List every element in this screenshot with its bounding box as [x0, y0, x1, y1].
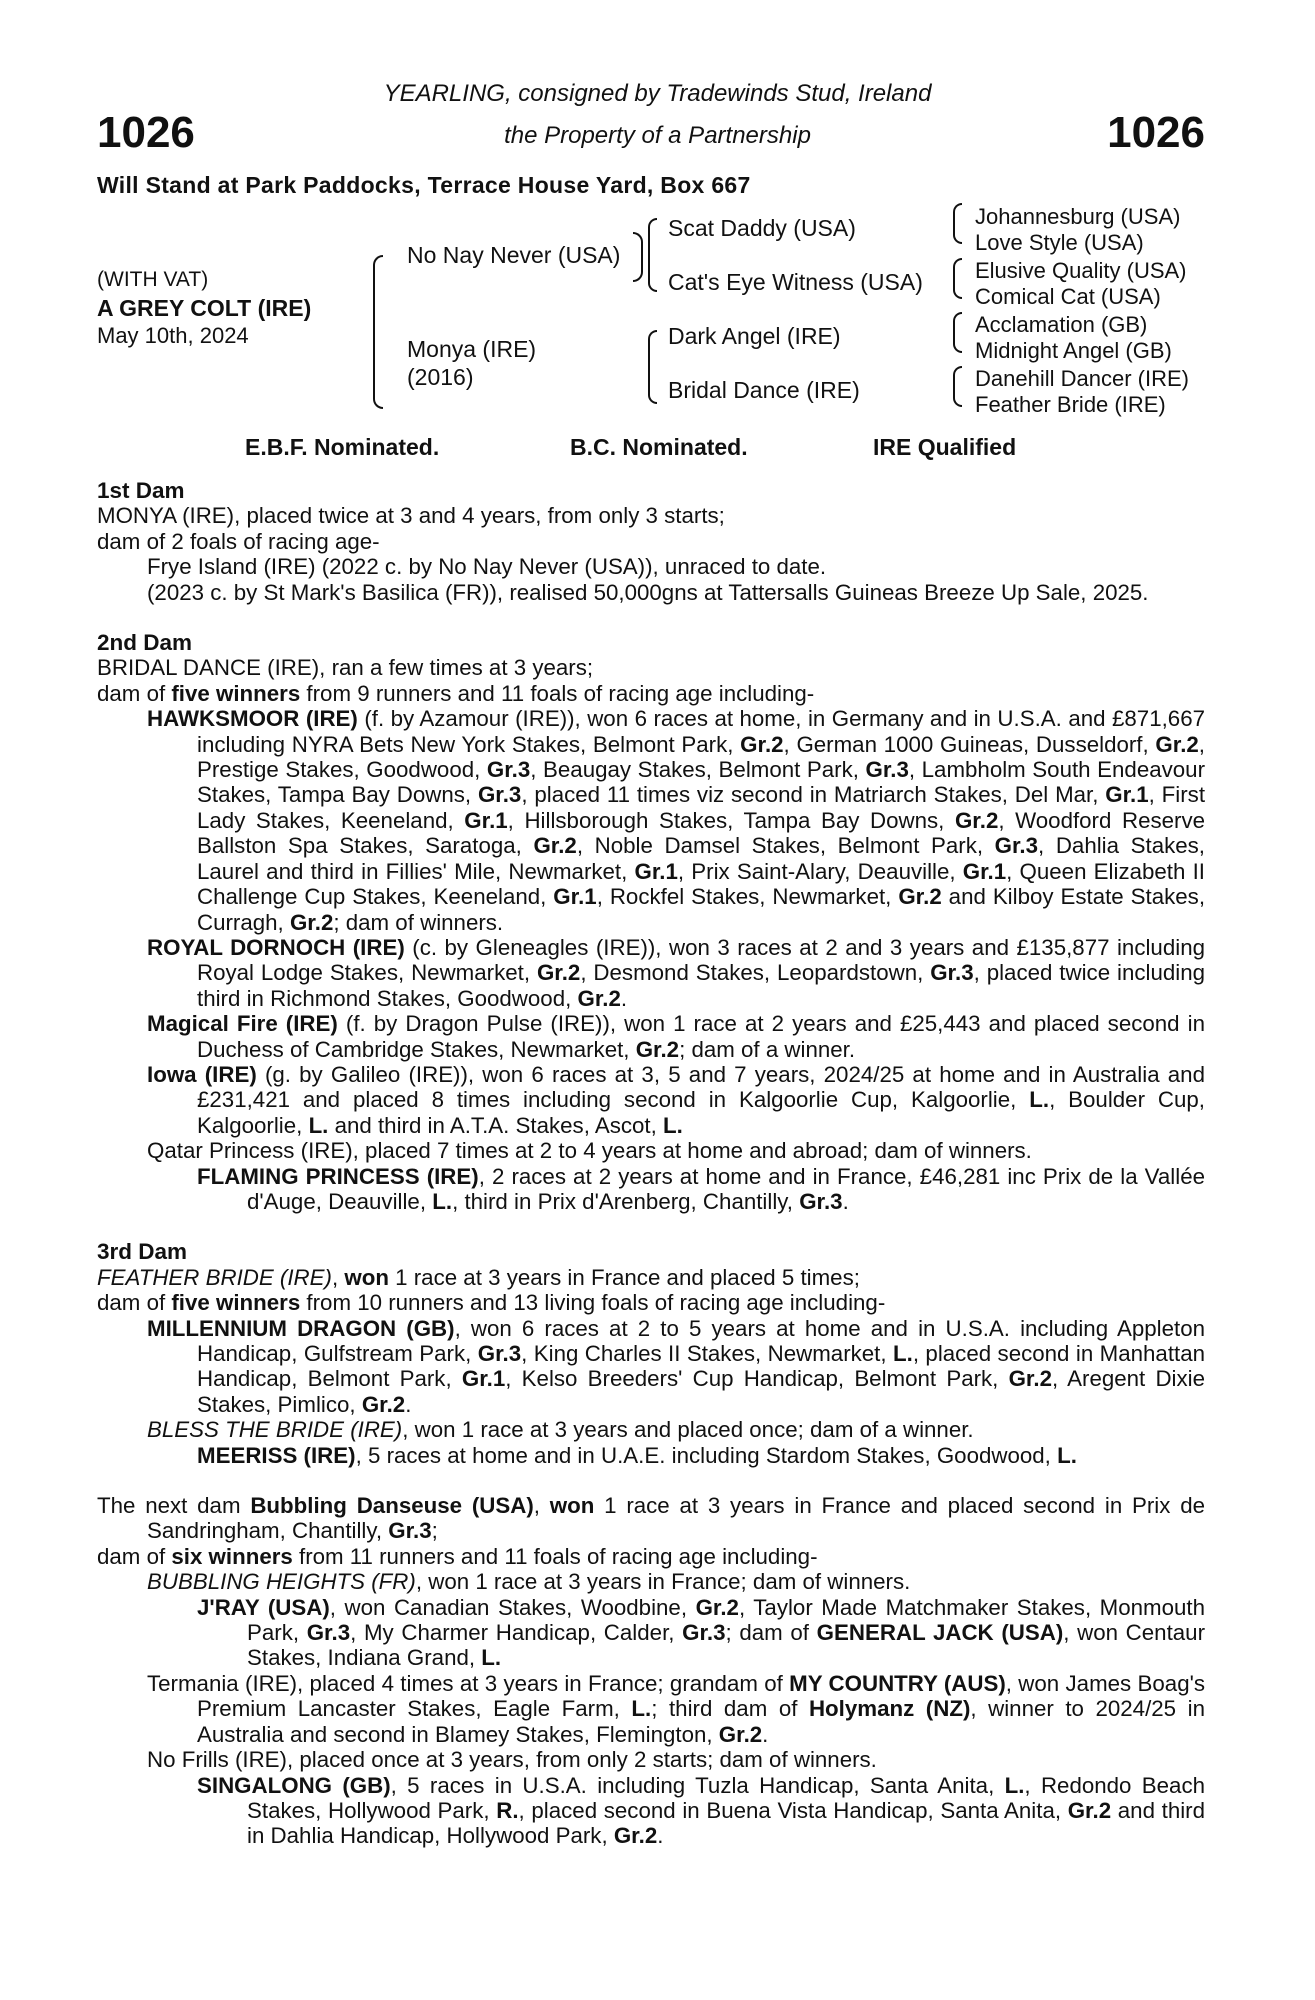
first-dam-produce-line: dam of 2 foals of racing age- — [97, 528, 380, 554]
third-dam-section — [97, 1239, 1205, 1468]
pedigree-dam-year: (2016) — [407, 364, 474, 390]
lot-number-left: 1026 — [97, 108, 195, 157]
pedigree-g3-3: Elusive Quality (USA) — [975, 258, 1187, 283]
next-dam-produce-line: dam of six winners from 11 runners and 11 foals of racing age including- — [97, 1543, 818, 1569]
pedigree-brace-sire-right — [633, 232, 643, 282]
pedigree-brace-gen2-top — [648, 218, 657, 292]
pedigree-brace-gen3-2 — [953, 258, 962, 299]
pedigree-brace-gen1 — [373, 255, 383, 409]
produce-item-qatar-princess: Qatar Princess (IRE), placed 7 times at 2 to 4 years at home and abroad; dam of winners. — [147, 1138, 1032, 1164]
pedigree-g3-8: Feather Bride (IRE) — [975, 392, 1166, 417]
pedigree-notes — [97, 478, 1205, 1849]
produce-item-flaming-princess: FLAMING PRINCESS (IRE), 2 races at 2 years at home and in France, £46,281 inc Prix de la Vallée d'Auge, Deauville, L., third in Prix d'Arenberg, Chantilly, Gr.3. — [197, 1163, 1206, 1214]
first-dam-heading: 1st Dam — [97, 478, 185, 503]
pedigree-g3-4: Comical Cat (USA) — [975, 284, 1161, 309]
produce-item-jray: J'RAY (USA), won Canadian Stakes, Woodbine, Gr.2, Taylor Made Matchmaker Stakes, Monmouth Park, Gr.3, My Charmer Handicap, Calder, Gr.3; dam of GENERAL JACK (USA), won Centaur Stakes, Indiana Grand, L. — [197, 1594, 1206, 1671]
pedigree-brace-gen2-bottom — [648, 330, 657, 404]
produce-item-termania: Termania (IRE), placed 4 times at 3 years in France; grandam of MY COUNTRY (AUS), won James Boag's Premium Lancaster Stakes, Eagle Farm, L.; third dam of Holymanz (NZ), winner to 2024/25 in Australia and second in Blamey Stakes, Flemington, Gr.2. — [147, 1670, 1205, 1747]
property-line: the Property of a Partnership — [504, 122, 811, 149]
ebf-nomination: E.B.F. Nominated. — [245, 434, 440, 460]
produce-item-bubbling-heights: BUBBLING HEIGHTS (FR), won 1 race at 3 years in France; dam of winners. — [147, 1569, 911, 1595]
pedigree-g3-1: Johannesburg (USA) — [975, 204, 1181, 229]
pedigree-dam: Monya (IRE) — [407, 336, 537, 362]
third-dam-heading: 3rd Dam — [97, 1239, 188, 1265]
pedigree-sire-dam: Cat's Eye Witness (USA) — [668, 269, 923, 295]
ire-qualified: IRE Qualified — [873, 434, 1017, 460]
pedigree-sire: No Nay Never (USA) — [407, 242, 621, 268]
next-dam-section — [97, 1493, 1205, 1849]
pedigree-dam-sire: Dark Angel (IRE) — [668, 323, 841, 349]
pedigree-brace-gen3-4 — [953, 366, 962, 407]
pedigree-brace-gen3-3 — [953, 312, 962, 353]
produce-item-hawksmoor: HAWKSMOOR (IRE) (f. by Azamour (IRE)), won 6 races at home, in Germany and in U.S.A. and £871,667 including NYRA Bets New York Stakes, Belmont Park, Gr.2, German 1000 Guineas, Dusseldorf, Gr.2, Prestige Stakes, Goodwood, Gr.3, Beaugay Stakes, Belmont Park, Gr.3, Lambholm South Endeavour Stakes, Tampa Bay Downs, Gr.3, placed 11 times viz second in Matriarch Stakes, Del Mar, Gr.1, First Lady Stakes, Keeneland, Gr.1, Hillsborough Stakes, Tampa Bay Downs, Gr.2, Woodford Reserve Ballston Spa Stakes, Saratoga, Gr.2, Noble Damsel Stakes, Belmont Park, Gr.3, Dahlia Stakes, Laurel and third in Fillies' Mile, Newmarket, Gr.1, Prix Saint-Alary, Deauville, Gr.1, Queen Elizabeth II Challenge Cup Stakes, Keeneland, Gr.1, Rockfel Stakes, Newmarket, Gr.2 and Kilboy Estate Stakes, Curragh, Gr.2; dam of winners. — [147, 706, 1206, 935]
next-dam-line: The next dam Bubbling Danseuse (USA), won 1 race at 3 years in France and placed second in Prix de Sandringham, Chantilly, Gr.3; — [97, 1493, 1205, 1544]
bc-nomination: B.C. Nominated. — [570, 434, 748, 460]
foaling-date: May 10th, 2024 — [97, 323, 249, 348]
produce-item-magical-fire: Magical Fire (IRE) (f. by Dragon Pulse (IRE)), won 1 race at 2 years and £25,443 and placed second in Duchess of Cambridge Stakes, Newmarket, Gr.2; dam of a winner. — [147, 1011, 1205, 1062]
pedigree-g3-2: Love Style (USA) — [975, 230, 1144, 255]
stand-location: Will Stand at Park Paddocks, Terrace House Yard, Box 667 — [97, 172, 751, 198]
second-dam-section — [97, 630, 1205, 1214]
pedigree-brace-gen3-1 — [953, 203, 962, 244]
pedigree-sire-sire: Scat Daddy (USA) — [668, 215, 856, 241]
produce-item-singalong: SINGALONG (GB), 5 races in U.S.A. including Tuzla Handicap, Santa Anita, L., Redondo Beach Stakes, Hollywood Park, R., placed second in Buena Vista Handicap, Santa Anita, Gr.2 and third in Dahlia Handicap, Hollywood Park, Gr.2. — [197, 1772, 1205, 1849]
first-dam-section — [97, 478, 1205, 605]
pedigree-g3-6: Midnight Angel (GB) — [975, 338, 1172, 363]
second-dam-heading: 2nd Dam — [97, 630, 193, 656]
produce-item-bless-the-bride: BLESS THE BRIDE (IRE), won 1 race at 3 years and placed once; dam of a winner. — [147, 1417, 974, 1443]
second-dam-line: BRIDAL DANCE (IRE), ran a few times at 3 years; — [97, 655, 594, 681]
vat-note: (WITH VAT) — [97, 268, 209, 291]
produce-item-meeriss: MEERISS (IRE), 5 races at home and in U.A.E. including Stardom Stakes, Goodwood, L. — [197, 1442, 1077, 1468]
first-dam-line: MONYA (IRE), placed twice at 3 and 4 years, from only 3 starts; — [97, 503, 725, 529]
pedigree-g3-7: Danehill Dancer (IRE) — [975, 366, 1189, 391]
produce-item: Frye Island (IRE) (2022 c. by No Nay Never (USA)), unraced to date. — [147, 554, 827, 580]
lot-number-right: 1026 — [1107, 108, 1205, 157]
produce-item-millennium-dragon: MILLENNIUM DRAGON (GB), won 6 races at 2 to 5 years at home and in U.S.A. including Appleton Handicap, Gulfstream Park, Gr.3, King Charles II Stakes, Newmarket, L., placed second in Manhattan Handicap, Belmont Park, Gr.1, Kelso Breeders' Cup Handicap, Belmont Park, Gr.2, Aregent Dixie Stakes, Pimlico, Gr.2. — [147, 1315, 1206, 1417]
produce-item-iowa: Iowa (IRE) (g. by Galileo (IRE)), won 6 races at 3, 5 and 7 years, 2024/25 at home and in Australia and £231,421 and placed 8 times including second in Kalgoorlie Cup, Kalgoorlie, L., Boulder Cup, Kalgoorlie, L. and third in A.T.A. Stakes, Ascot, L. — [147, 1061, 1205, 1138]
subject-name: A GREY COLT (IRE) — [97, 295, 312, 321]
third-dam-line: FEATHER BRIDE (IRE), won 1 race at 3 years in France and placed 5 times; — [97, 1264, 860, 1290]
produce-item: (2023 c. by St Mark's Basilica (FR)), realised 50,000gns at Tattersalls Guineas Breeze Up Sale, 2025. — [147, 579, 1149, 605]
produce-item-royal-dornoch: ROYAL DORNOCH (IRE) (c. by Gleneagles (IRE)), won 3 races at 2 and 3 years and £135,877 including Royal Lodge Stakes, Newmarket, Gr.2, Desmond Stakes, Leopardstown, Gr.3, placed twice including third in Richmond Stakes, Goodwood, Gr.2. — [147, 934, 1206, 1011]
pedigree-g3-5: Acclamation (GB) — [975, 312, 1148, 337]
third-dam-produce-line: dam of five winners from 10 runners and 13 living foals of racing age including- — [97, 1290, 886, 1316]
pedigree-dam-dam: Bridal Dance (IRE) — [668, 377, 860, 403]
consignor-line: YEARLING, consigned by Tradewinds Stud, Ireland — [383, 80, 932, 107]
second-dam-produce-line: dam of five winners from 9 runners and 11 foals of racing age including- — [97, 680, 815, 706]
produce-item-no-frills: No Frills (IRE), placed once at 3 years, from only 2 starts; dam of winners. — [147, 1747, 877, 1773]
